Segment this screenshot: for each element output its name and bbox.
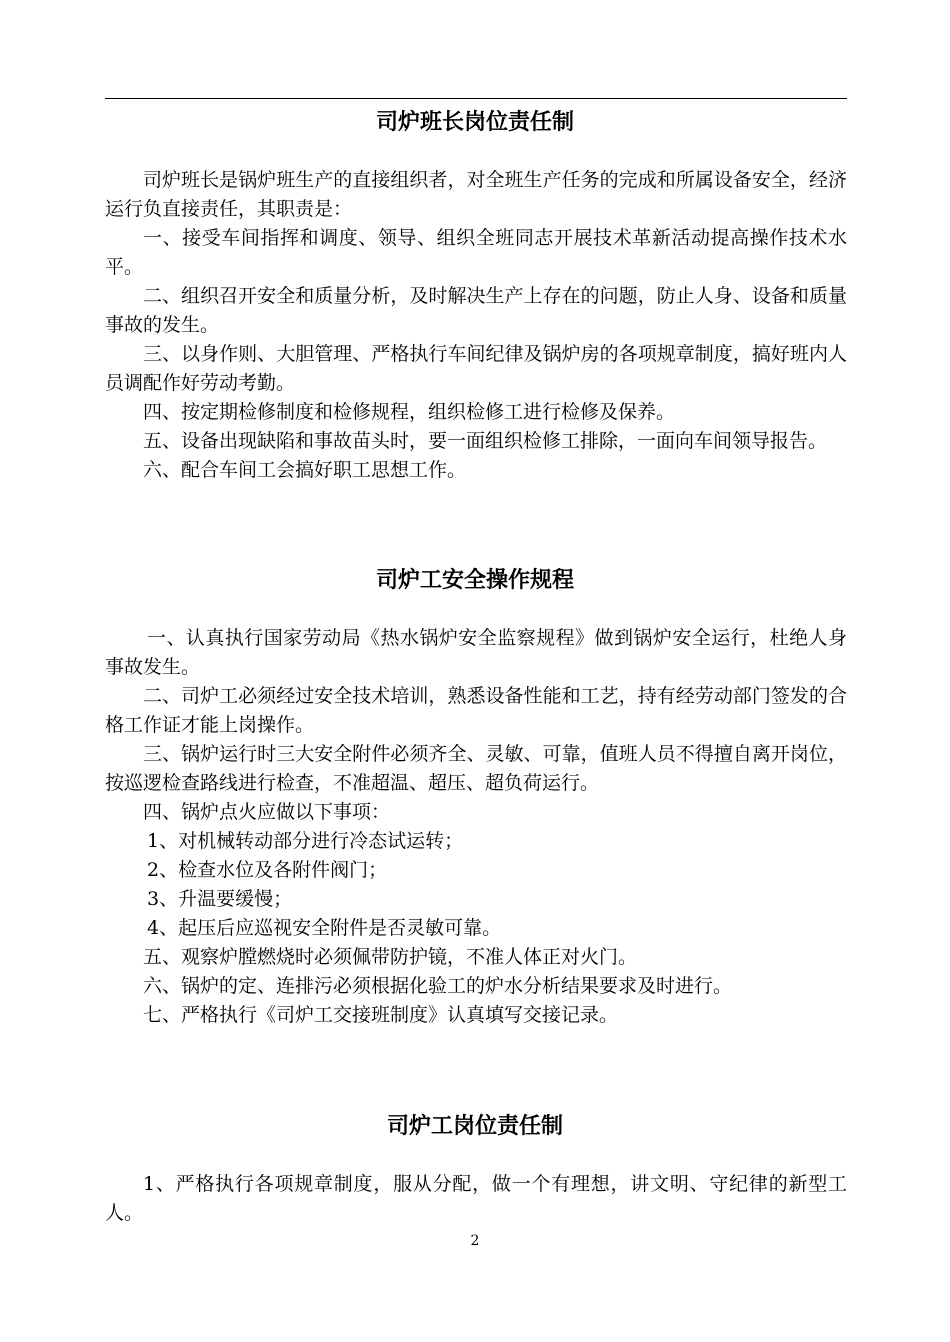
paragraph: 二、司炉工必须经过安全技术培训，熟悉设备性能和工艺，持有经劳动部门签发的合格工作证才能上岗操作。	[105, 685, 847, 736]
paragraph: 六、锅炉的定、连排污必须根据化验工的炉水分析结果要求及时进行。	[143, 975, 733, 997]
paragraph: 五、观察炉膛燃烧时必须佩带防护镜，不准人体正对火门。	[143, 946, 638, 968]
paragraph: 四、按定期检修制度和检修规程，组织检修工进行检修及保养。	[143, 401, 676, 423]
paragraph: 六、配合车间工会搞好职工思想工作。	[143, 459, 467, 481]
list-item: 3、升温要缓慢；	[147, 888, 293, 910]
paragraph: 司炉班长是锅炉班生产的直接组织者，对全班生产任务的完成和所属设备安全，经济运行负直接责任，其职责是：	[105, 169, 847, 220]
section-body	[105, 166, 847, 485]
section-title: 司炉班长岗位责任制	[375, 110, 574, 135]
list-item: 1、对机械转动部分进行冷态试运转；	[147, 830, 464, 852]
paragraph: 一、认真执行国家劳动局《热水锅炉安全监察规程》做到锅炉安全运行，杜绝人身事故发生。	[105, 627, 847, 678]
paragraph: 四、锅炉点火应做以下事项：	[143, 801, 391, 823]
section-body	[105, 624, 847, 1030]
list-item: 4、起压后应巡视安全附件是否灵敏可靠。	[147, 917, 502, 939]
section-body	[105, 1170, 847, 1228]
paragraph: 三、以身作则、大胆管理、严格执行车间纪律及锅炉房的各项规章制度，搞好班内人员调配作好劳动考勤。	[105, 343, 847, 394]
paragraph: 1、严格执行各项规章制度，服从分配，做一个有理想，讲文明、守纪律的新型工人。	[105, 1173, 847, 1224]
section-title: 司炉工安全操作规程	[375, 568, 574, 593]
section-title: 司炉工岗位责任制	[386, 1114, 563, 1139]
paragraph: 二、组织召开安全和质量分析，及时解决生产上存在的问题，防止人身、设备和质量事故的发生。	[105, 285, 847, 336]
header-rule	[105, 98, 847, 99]
paragraph: 七、严格执行《司炉工交接班制度》认真填写交接记录。	[143, 1004, 619, 1026]
paragraph: 五、设备出现缺陷和事故苗头时，要一面组织检修工排除，一面向车间领导报告。	[143, 430, 828, 452]
page-number: 2	[470, 1233, 480, 1249]
paragraph: 三、锅炉运行时三大安全附件必须齐全、灵敏、可靠，值班人员不得擅自离开岗位，按巡逻检查路线进行检查，不准超温、超压、超负荷运行。	[105, 743, 847, 794]
list-item: 2、检查水位及各附件阀门；	[147, 859, 388, 881]
paragraph: 一、接受车间指挥和调度、领导、组织全班同志开展技术革新活动提高操作技术水平。	[105, 227, 847, 278]
